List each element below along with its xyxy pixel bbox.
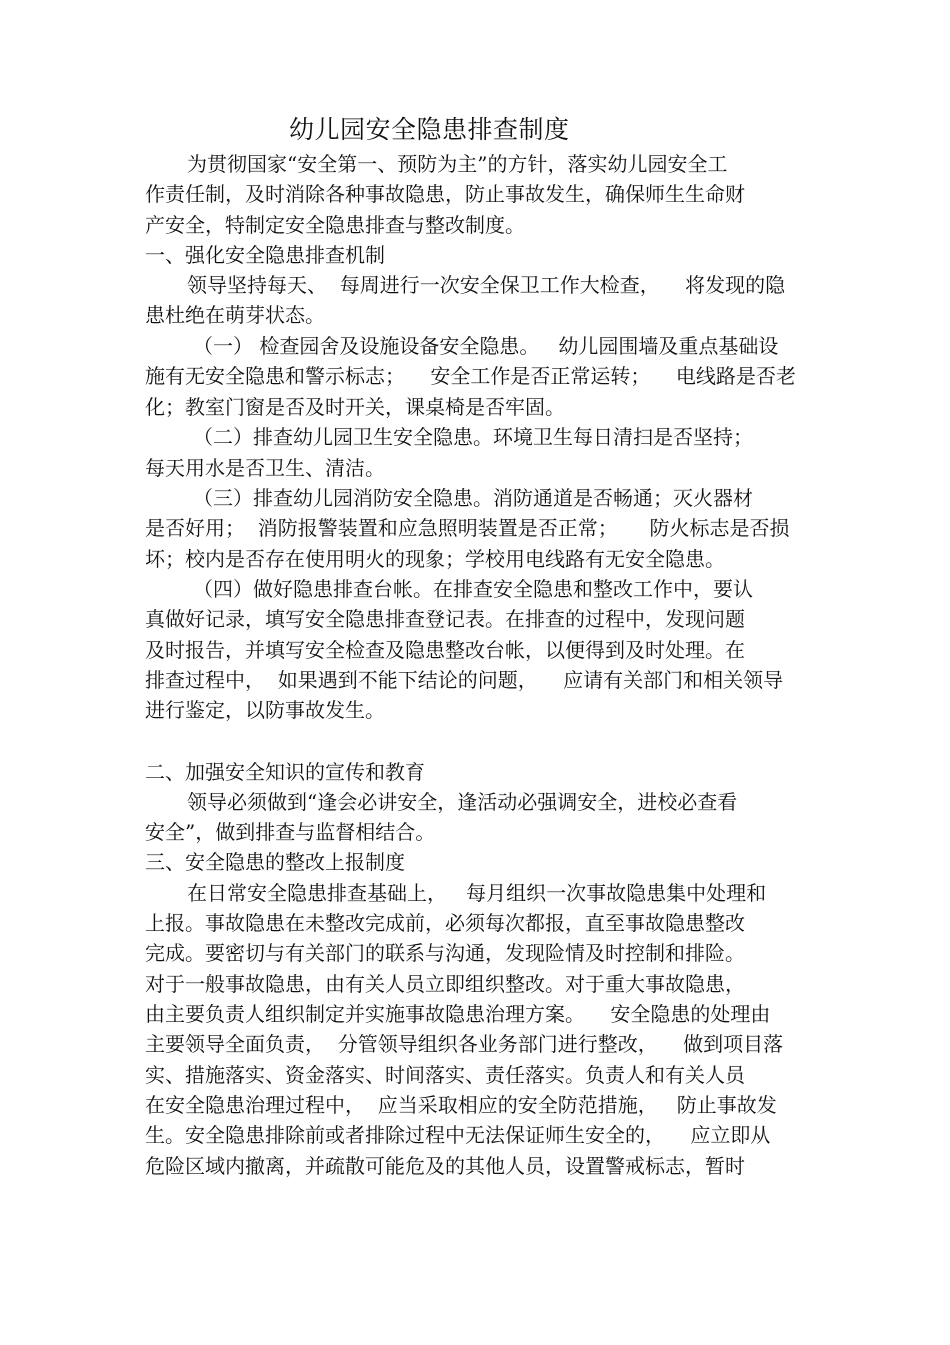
subsection-line: （四）做好隐患排查台帐。在排查安全隐患和整改工作中，要认 xyxy=(193,577,753,601)
body-line: 患杜绝在萌芽状态。 xyxy=(145,303,325,327)
body-line: 是否好用； 消防报警装置和应急照明装置是否正常； 防火标志是否损 xyxy=(145,516,790,540)
body-line: 化；教室门窗是否及时开关，课桌椅是否牢固。 xyxy=(145,395,565,419)
body-line: 在日常安全隐患排查基础上， 每月组织一次事故隐患集中处理和 xyxy=(187,881,767,905)
body-line: 施有无安全隐患和警示标志； 安全工作是否正常运转； 电线路是否老 xyxy=(145,364,796,388)
document-title: 幼儿园安全隐患排查制度 xyxy=(289,115,570,144)
body-line: 主要领导全面负责， 分管领导组织各业务部门进行整改， 做到项目落 xyxy=(145,1032,784,1056)
body-line: 领导必须做到“逢会必讲安全，逢活动必强调安全，进校必查看 xyxy=(187,790,738,814)
body-line: 领导坚持每天、 每周进行一次安全保卫工作大检查， 将发现的隐 xyxy=(187,273,786,297)
subsection-line: （二）排查幼儿园卫生安全隐患。环境卫生每日清扫是否坚持； xyxy=(193,425,753,449)
body-line: 完成。要密切与有关部门的联系与沟通，发现险情及时控制和排险。 xyxy=(145,941,745,965)
body-line: 每天用水是否卫生、清洁。 xyxy=(145,456,385,480)
body-line: 真做好记录，填写安全隐患排查登记表。在排查的过程中，发现问题 xyxy=(145,607,745,631)
body-line: 由主要负责人组织制定并实施事故隐患治理方案。 安全隐患的处理由 xyxy=(145,1002,771,1026)
body-line: 排查过程中， 如果遇到不能下结论的问题， 应请有关部门和相关领导 xyxy=(145,668,784,692)
section-heading-1: 一、强化安全隐患排查机制 xyxy=(145,243,385,267)
intro-line: 作责任制，及时消除各种事故隐患，防止事故发生，确保师生生命财 xyxy=(145,182,745,206)
body-line: 进行鉴定，以防事故发生。 xyxy=(145,698,385,722)
section-heading-3: 三、安全隐患的整改上报制度 xyxy=(145,850,405,874)
body-line: 生。安全隐患排除前或者排除过程中无法保证师生安全的， 应立即从 xyxy=(145,1123,771,1147)
subsection-line: （三）排查幼儿园消防安全隐患。消防通道是否畅通；灭火器材 xyxy=(193,486,753,510)
body-line: 安全”，做到排查与监督相结合。 xyxy=(145,820,436,844)
body-line: 危险区域内撤离，并疏散可能危及的其他人员，设置警戒标志，暂时 xyxy=(145,1154,745,1178)
intro-line: 为贯彻国家“安全第一、预防为主”的方针，落实幼儿园安全工 xyxy=(187,152,728,176)
body-line: 坏；校内是否存在使用明火的现象；学校用电线路有无安全隐患。 xyxy=(145,547,725,571)
subsection-line: （一） 检查园舍及设施设备安全隐患。 幼儿园围墙及重点基础设 xyxy=(193,334,779,358)
body-line: 上报。事故隐患在未整改完成前，必须每次都报，直至事故隐患整改 xyxy=(145,911,745,935)
intro-line: 产安全，特制定安全隐患排查与整改制度。 xyxy=(145,213,525,237)
body-line: 实、措施落实、资金落实、时间落实、责任落实。负责人和有关人员 xyxy=(145,1063,745,1087)
body-line: 及时报告，并填写安全检查及隐患整改台帐，以便得到及时处理。在 xyxy=(145,638,745,662)
section-heading-2: 二、加强安全知识的宣传和教育 xyxy=(145,760,425,784)
body-line: 在安全隐患治理过程中， 应当采取相应的安全防范措施， 防止事故发 xyxy=(145,1093,777,1117)
body-line: 对于一般事故隐患，由有关人员立即组织整改。对于重大事故隐患， xyxy=(145,972,745,996)
